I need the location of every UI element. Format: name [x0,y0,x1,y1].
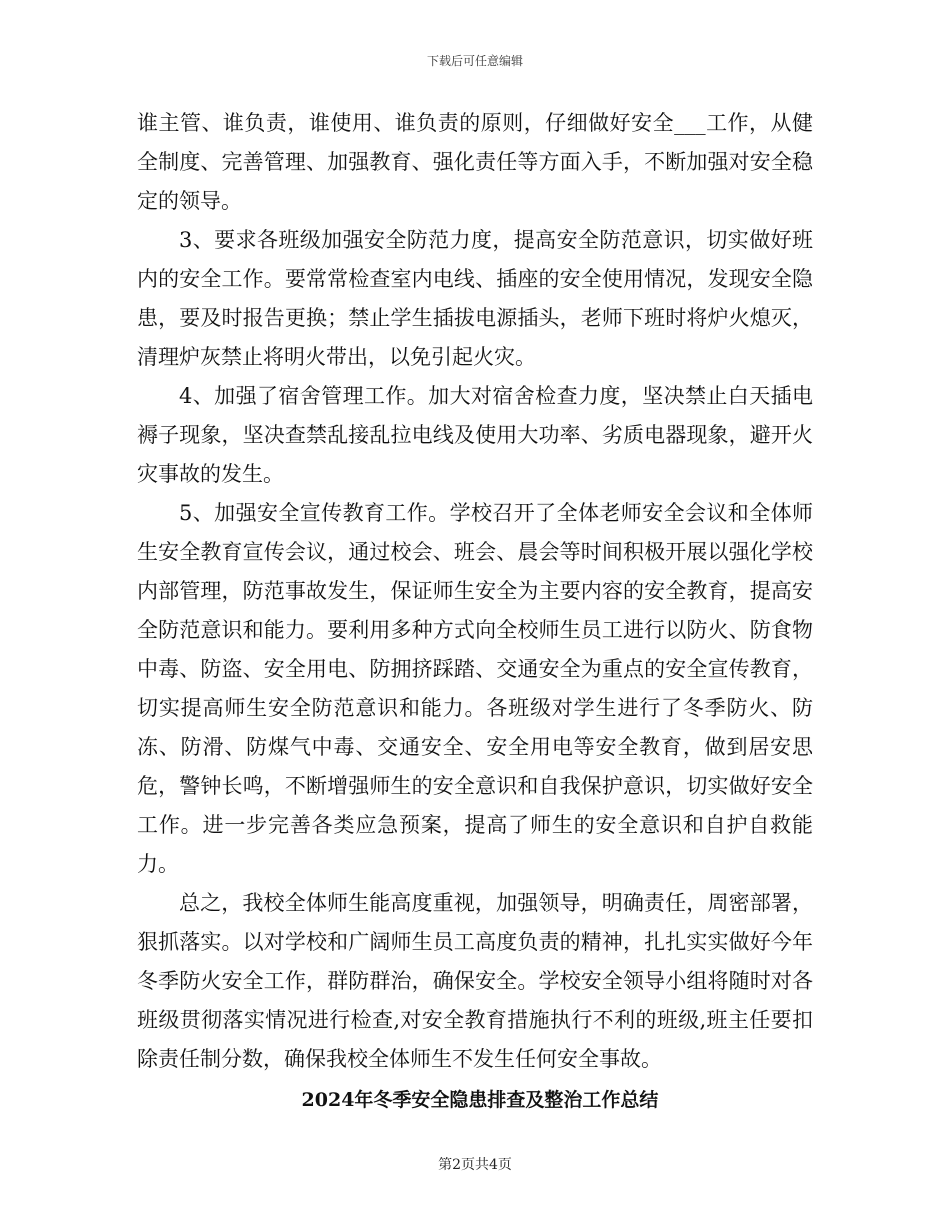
page-header: 下载后可任意编辑 [426,54,523,68]
page-number: 第2页共4页 [438,1157,512,1173]
paragraph-item-4: 4、加强了宿舍管理工作。加大对宿舍检查力度，坚决禁止白天插电褥子现象，坚决查禁乱接乱拉电线及使用大功率、劣质电器现象，避开火灾事故的发生。 [137,384,813,486]
paragraph-item-3: 3、要求各班级加强安全防范力度，提高安全防范意识，切实做好班内的安全工作。要常常检查室内电线、插座的安全使用情况，发现安全隐患，要及时报告更换；禁止学生插拔电源插头，老师下班时将炉火熄灭，清理炉灰禁止将明火带出，以免引起火灾。 [137,228,813,369]
document-body [137,104,813,1120]
paragraph-continuation: 谁主管、谁负责，谁使用、谁负责的原则，仔细做好安全___工作，从健全制度、完善管理、加强教育、强化责任等方面入手，不断加强对安全稳定的领导。 [137,111,813,213]
paragraph-summary: 总之，我校全体师生能高度重视，加强领导，明确责任，周密部署，狠抓落实。以对学校和广阔师生员工高度负责的精神，扎扎实实做好今年冬季防火安全工作，群防群治，确保安全。学校安全领导小组将随时对各班级贯彻落实情况进行检查,对安全教育措施执行不利的班级,班主任要扣除责任制分数，确保我校全体师生不发生任何安全事故。 [137,891,813,1071]
section-title: 2024年冬季安全隐患排查及整治工作总结 [301,1089,659,1111]
paragraph-item-5: 5、加强安全宣传教育工作。学校召开了全体老师安全会议和全体师生安全教育宣传会议，通过校会、班会、晨会等时间积极开展以强化学校内部管理，防范事故发生，保证师生安全为主要内容的安全教育，提高安全防范意识和能力。要利用多种方式向全校师生员工进行以防火、防食物中毒、防盗、安全用电、防拥挤踩踏、交通安全为重点的安全宣传教育，切实提高师生安全防范意识和能力。各班级对学生进行了冬季防火、防冻、防滑、防煤气中毒、交通安全、安全用电等安全教育，做到居安思危，警钟长鸣，不断增强师生的安全意识和自我保护意识，切实做好安全工作。进一步完善各类应急预案，提高了师生的安全意识和自护自救能力。 [137,501,813,876]
